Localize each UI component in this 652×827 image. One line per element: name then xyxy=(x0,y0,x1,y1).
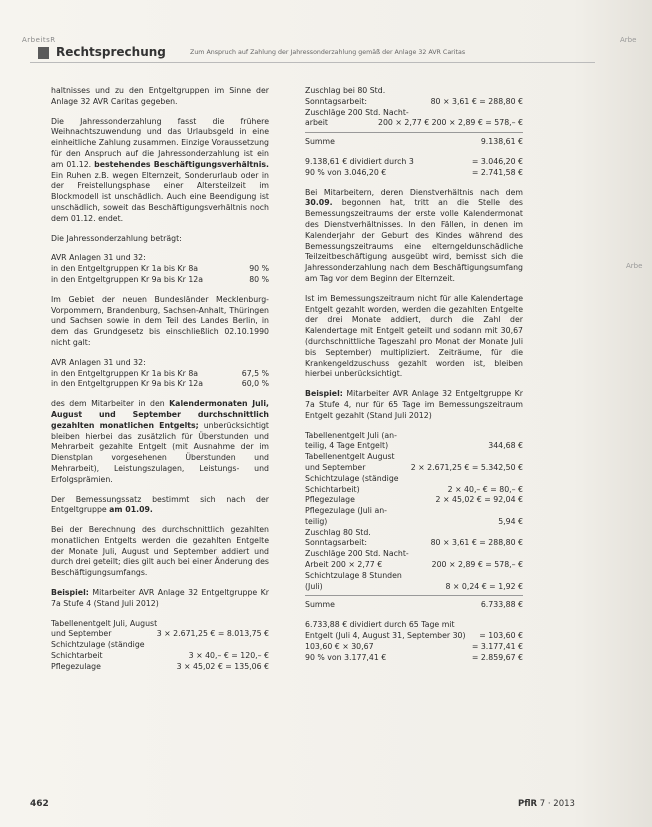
calculation-row xyxy=(51,629,269,640)
calculation-block xyxy=(305,157,523,179)
calculation-label: Sonntagsarbeit: xyxy=(305,96,368,106)
sum-row: Summe 6.733,88 € xyxy=(305,600,523,610)
calculation-label: 103,60 € × 30,67 xyxy=(305,641,374,651)
running-head-right: Arbe xyxy=(620,36,637,44)
calculation-block xyxy=(305,86,523,129)
header-divider xyxy=(30,62,595,63)
calculation-row xyxy=(51,662,269,673)
calculation-value: 3 × 45,02 € = 135,06 € xyxy=(176,661,269,671)
calculation-label: Pflegezulage xyxy=(305,495,355,505)
calculation-value: 80 × 3,61 € = 288,80 € xyxy=(430,538,523,548)
calculation-row xyxy=(305,485,523,496)
calculation-row xyxy=(305,631,523,642)
calculation-row xyxy=(305,452,523,463)
example-heading: Beispiel: Mitarbeiter AVR Anlage 32 Entgeltgruppe Kr 7a Stufe 4 (Stand Juli 2012) xyxy=(51,588,269,608)
calculation-label: Schichtarbeit) xyxy=(305,484,360,494)
paragraph: Der Bemessungssatz bestimmt sich nach der Entgeltgruppe am 01.09. xyxy=(51,494,269,515)
section-header xyxy=(30,44,595,64)
calculation-value: = 3.177,41 € xyxy=(471,641,523,651)
rate-row: in den Entgeltgruppen Kr 1a bis Kr 8a 90 % xyxy=(51,264,269,274)
calculation-row xyxy=(305,495,523,506)
calculation-label: Zuschläge 200 Std. Nacht- xyxy=(305,549,409,559)
example-heading: Beispiel: Mitarbeiter AVR Anlage 32 Entgeltgruppe Kr 7a Stufe 4, nur für 65 Tage im Bemessungszeitraum Entgelt gezahlt (Stand Juli 2012) xyxy=(305,389,523,420)
paragraph: Bei Mitarbeitern, deren Dienstverhältnis nach dem 30.09. begonnen hat, tritt an die Stelle des Bemessungszeitraums der erste volle Kalendermonat des Dienstverhältnisses. In den Fällen, in denen im Kalenderjahr der Geburt des Kindes während des Bemessungszeitraums eine elterngeldunschädliche Teilzeitbeschäftigung ausgeübt wird, bemisst sich die Jahressonderzahlung nach dem Beschäftigungsumfang am Tag vor dem Beginn der Elternzeit. xyxy=(305,187,523,283)
calculation-label: Pflegezulage xyxy=(51,661,101,671)
calculation-row xyxy=(305,431,523,442)
rate-row: in den Entgeltgruppen Kr 9a bis Kr 12a 80 % xyxy=(51,274,269,284)
calculation-block xyxy=(51,619,269,673)
calculation-value: 200 × 2,77 € 200 × 2,89 € = 578,– € xyxy=(377,118,523,128)
calculation-label: Tabellenentgelt Juli (an- xyxy=(305,430,397,440)
paragraph: Im Gebiet der neuen Bundesländer Mecklenburg-Vorpommern, Brandenburg, Sachsen-Anhalt, Thüringen und Sachsen sowie in dem Teil des Landes Berlin, in dem das Grundgesetz bis einschließlich 02.10.1990 nicht galt: xyxy=(51,294,269,347)
calculation-label: Arbeit 200 × 2,77 € xyxy=(305,560,383,570)
calculation-value: 344,68 € xyxy=(488,441,523,451)
calculation-label: 90 % von 3.177,41 € xyxy=(305,652,387,662)
calculation-row xyxy=(305,118,523,129)
paragraph: Die Jahressonderzahlung beträgt: xyxy=(51,233,182,243)
calculation-block xyxy=(305,620,523,663)
calculation-label: Schichtarbeit xyxy=(51,651,103,661)
section-marker-icon xyxy=(38,47,49,59)
calculation-label: arbeit xyxy=(305,118,328,128)
calculation-label: und September xyxy=(51,629,112,639)
rate-row: in den Entgeltgruppen Kr 9a bis Kr 12a 60,0 % xyxy=(51,379,269,389)
side-running-head: Arbe xyxy=(626,262,643,270)
calculation-value: 2 × 45,02 € = 92,04 € xyxy=(435,495,523,505)
calculation-value: = 103,60 € xyxy=(479,631,523,641)
section-subtitle: Zum Anspruch auf Zahlung der Jahressonderzahlung gemäß der Anlage 32 AVR Caritas xyxy=(190,49,466,56)
calculation-row xyxy=(305,108,523,119)
journal-issue: PflR 7 · 2013 xyxy=(518,799,575,809)
calculation-row xyxy=(305,441,523,452)
calculation-label: Entgelt (Juli 4, August 31, September 30) xyxy=(305,631,466,641)
paragraph: des dem Mitarbeiter in den Kalendermonaten Juli, August und September durchschnittlich gezahlten monatlichen Entgelts; unberücksichtigt bleiben hierbei das zusätzlich für Überstunden und Mehrarbeit gezahlte Entgelt (mit Ausnahme der im Dienstplan vorgesehenen Überstunden und Mehrarbeit), Leistungszulagen, Leistungs- und Erfolgsprämien. xyxy=(51,399,269,484)
paragraph: Die Jahressonderzahlung fasst die frühere Weihnachtszuwendung und das Urlaubsgeld in eine einheitliche Zahlung zusammen. Einzige Voraussetzung für den Anspruch auf die Jahressonderzahlung ist ein am 01.12. bestehendes Beschäftigungsverhältnis. Ein Ruhen z.B. wegen Elternzeit, Sonderurlaub oder in der Freistellungsphase einer Altersteilzeit im Blockmodell ist unschädlich. Auch eine Beendigung ist unschädlich, soweit das Beschäftigungsverhältnis noch dem 01.12. endet. xyxy=(51,116,269,223)
calculation-value: = 2.859,67 € xyxy=(471,652,523,662)
left-column xyxy=(51,86,269,673)
calculation-label: 9.138,61 € dividiert durch 3 xyxy=(305,156,414,166)
running-head: ArbeitsR xyxy=(22,36,56,44)
calculation-label: Schichtzulage 8 Stunden xyxy=(305,570,402,580)
rate-heading: AVR Anlagen 31 und 32: xyxy=(51,253,146,263)
calculation-row xyxy=(305,549,523,560)
calculation-label: Pflegezulage (Juli an- xyxy=(305,506,387,516)
calculation-row xyxy=(305,620,523,631)
calculation-block xyxy=(305,431,523,593)
rate-block xyxy=(51,358,269,390)
paragraph: Bei der Berechnung des durchschnittlich gezahlten monatlichen Entgelts werden die gezahlten Entgelte der Monate Juli, August und September addiert und durch drei geteilt; dies gilt auch bei einer Änderung des Beschäftigungsumfangs. xyxy=(51,525,269,578)
calculation-value: = 3.046,20 € xyxy=(471,156,523,166)
calculation-label: 6.733,88 € dividiert durch 65 Tage mit xyxy=(305,620,455,630)
calculation-row xyxy=(305,517,523,528)
calculation-row xyxy=(305,642,523,653)
calculation-row xyxy=(305,538,523,549)
calculation-row xyxy=(51,640,269,651)
calculation-row xyxy=(305,582,523,593)
calculation-label: und September xyxy=(305,462,366,472)
calculation-row xyxy=(305,86,523,97)
sum-divider xyxy=(305,132,523,133)
calculation-row xyxy=(305,474,523,485)
calculation-row xyxy=(305,571,523,582)
calculation-row xyxy=(305,168,523,179)
calculation-label: Sonntagsarbeit: xyxy=(305,538,368,548)
calculation-label: Tabellenentgelt Juli, August xyxy=(51,618,158,628)
paragraph: Ist im Bemessungszeitraum nicht für alle Kalendertage Entgelt gezahlt worden, werden die gezahlten Entgelte der drei Monate addiert, durch die Zahl der Kalendertage mit Entgelt geteilt und sodann mit 30,67 (durchschnittliche Tageszahl pro Monat der Monate Juli bis September) multipliziert. Zeiträume, für die Krankengeldzuschuss gezahlt worden ist, bleiben hierbei unberücksichtigt. xyxy=(305,293,523,379)
calculation-label: (Juli) xyxy=(305,581,323,591)
calculation-row xyxy=(51,651,269,662)
calculation-label: Schichtzulage (ständige xyxy=(305,473,399,483)
calculation-value: 80 × 3,61 € = 288,80 € xyxy=(430,96,523,106)
section-title: Rechtsprechung xyxy=(56,45,166,59)
calculation-label: teilig) xyxy=(305,516,328,526)
calculation-row xyxy=(305,97,523,108)
right-column xyxy=(305,86,523,663)
calculation-row xyxy=(305,560,523,571)
calculation-row xyxy=(51,619,269,630)
rate-block xyxy=(51,253,269,285)
calculation-row xyxy=(305,463,523,474)
calculation-label: Zuschläge 200 Std. Nacht- xyxy=(305,107,409,117)
paragraph: haltnisses und zu den Entgeltgruppen im Sinne der Anlage 32 AVR Caritas gegeben. xyxy=(51,86,269,106)
calculation-row xyxy=(305,506,523,517)
calculation-value: = 2.741,58 € xyxy=(471,167,523,177)
calculation-label: Schichtzulage (ständige xyxy=(51,640,145,650)
calculation-value: 2 × 2.671,25 € = 5.342,50 € xyxy=(410,462,523,472)
calculation-label: Tabellenentgelt August xyxy=(305,452,395,462)
page-number: 462 xyxy=(30,799,49,809)
calculation-value: 200 × 2,89 € = 578,– € xyxy=(431,560,523,570)
calculation-row xyxy=(305,157,523,168)
calculation-value: 3 × 2.671,25 € = 8.013,75 € xyxy=(156,629,269,639)
sum-row: Summe 9.138,61 € xyxy=(305,137,523,147)
calculation-label: teilig, 4 Tage Entgelt) xyxy=(305,441,389,451)
calculation-value: 8 × 0,24 € = 1,92 € xyxy=(445,581,523,591)
sum-divider xyxy=(305,595,523,596)
calculation-value: 3 × 40,– € = 120,– € xyxy=(188,651,269,661)
calculation-row xyxy=(305,653,523,664)
rate-row: in den Entgeltgruppen Kr 1a bis Kr 8a 67,5 % xyxy=(51,368,269,378)
calculation-row xyxy=(305,528,523,539)
calculation-label: Zuschlag bei 80 Std. xyxy=(305,86,386,95)
calculation-label: 90 % von 3.046,20 € xyxy=(305,167,387,177)
calculation-value: 2 × 40,– € = 80,– € xyxy=(447,484,523,494)
rate-heading: AVR Anlagen 31 und 32: xyxy=(51,357,146,367)
calculation-value: 5,94 € xyxy=(498,516,523,526)
calculation-label: Zuschlag 80 Std. xyxy=(305,527,371,537)
